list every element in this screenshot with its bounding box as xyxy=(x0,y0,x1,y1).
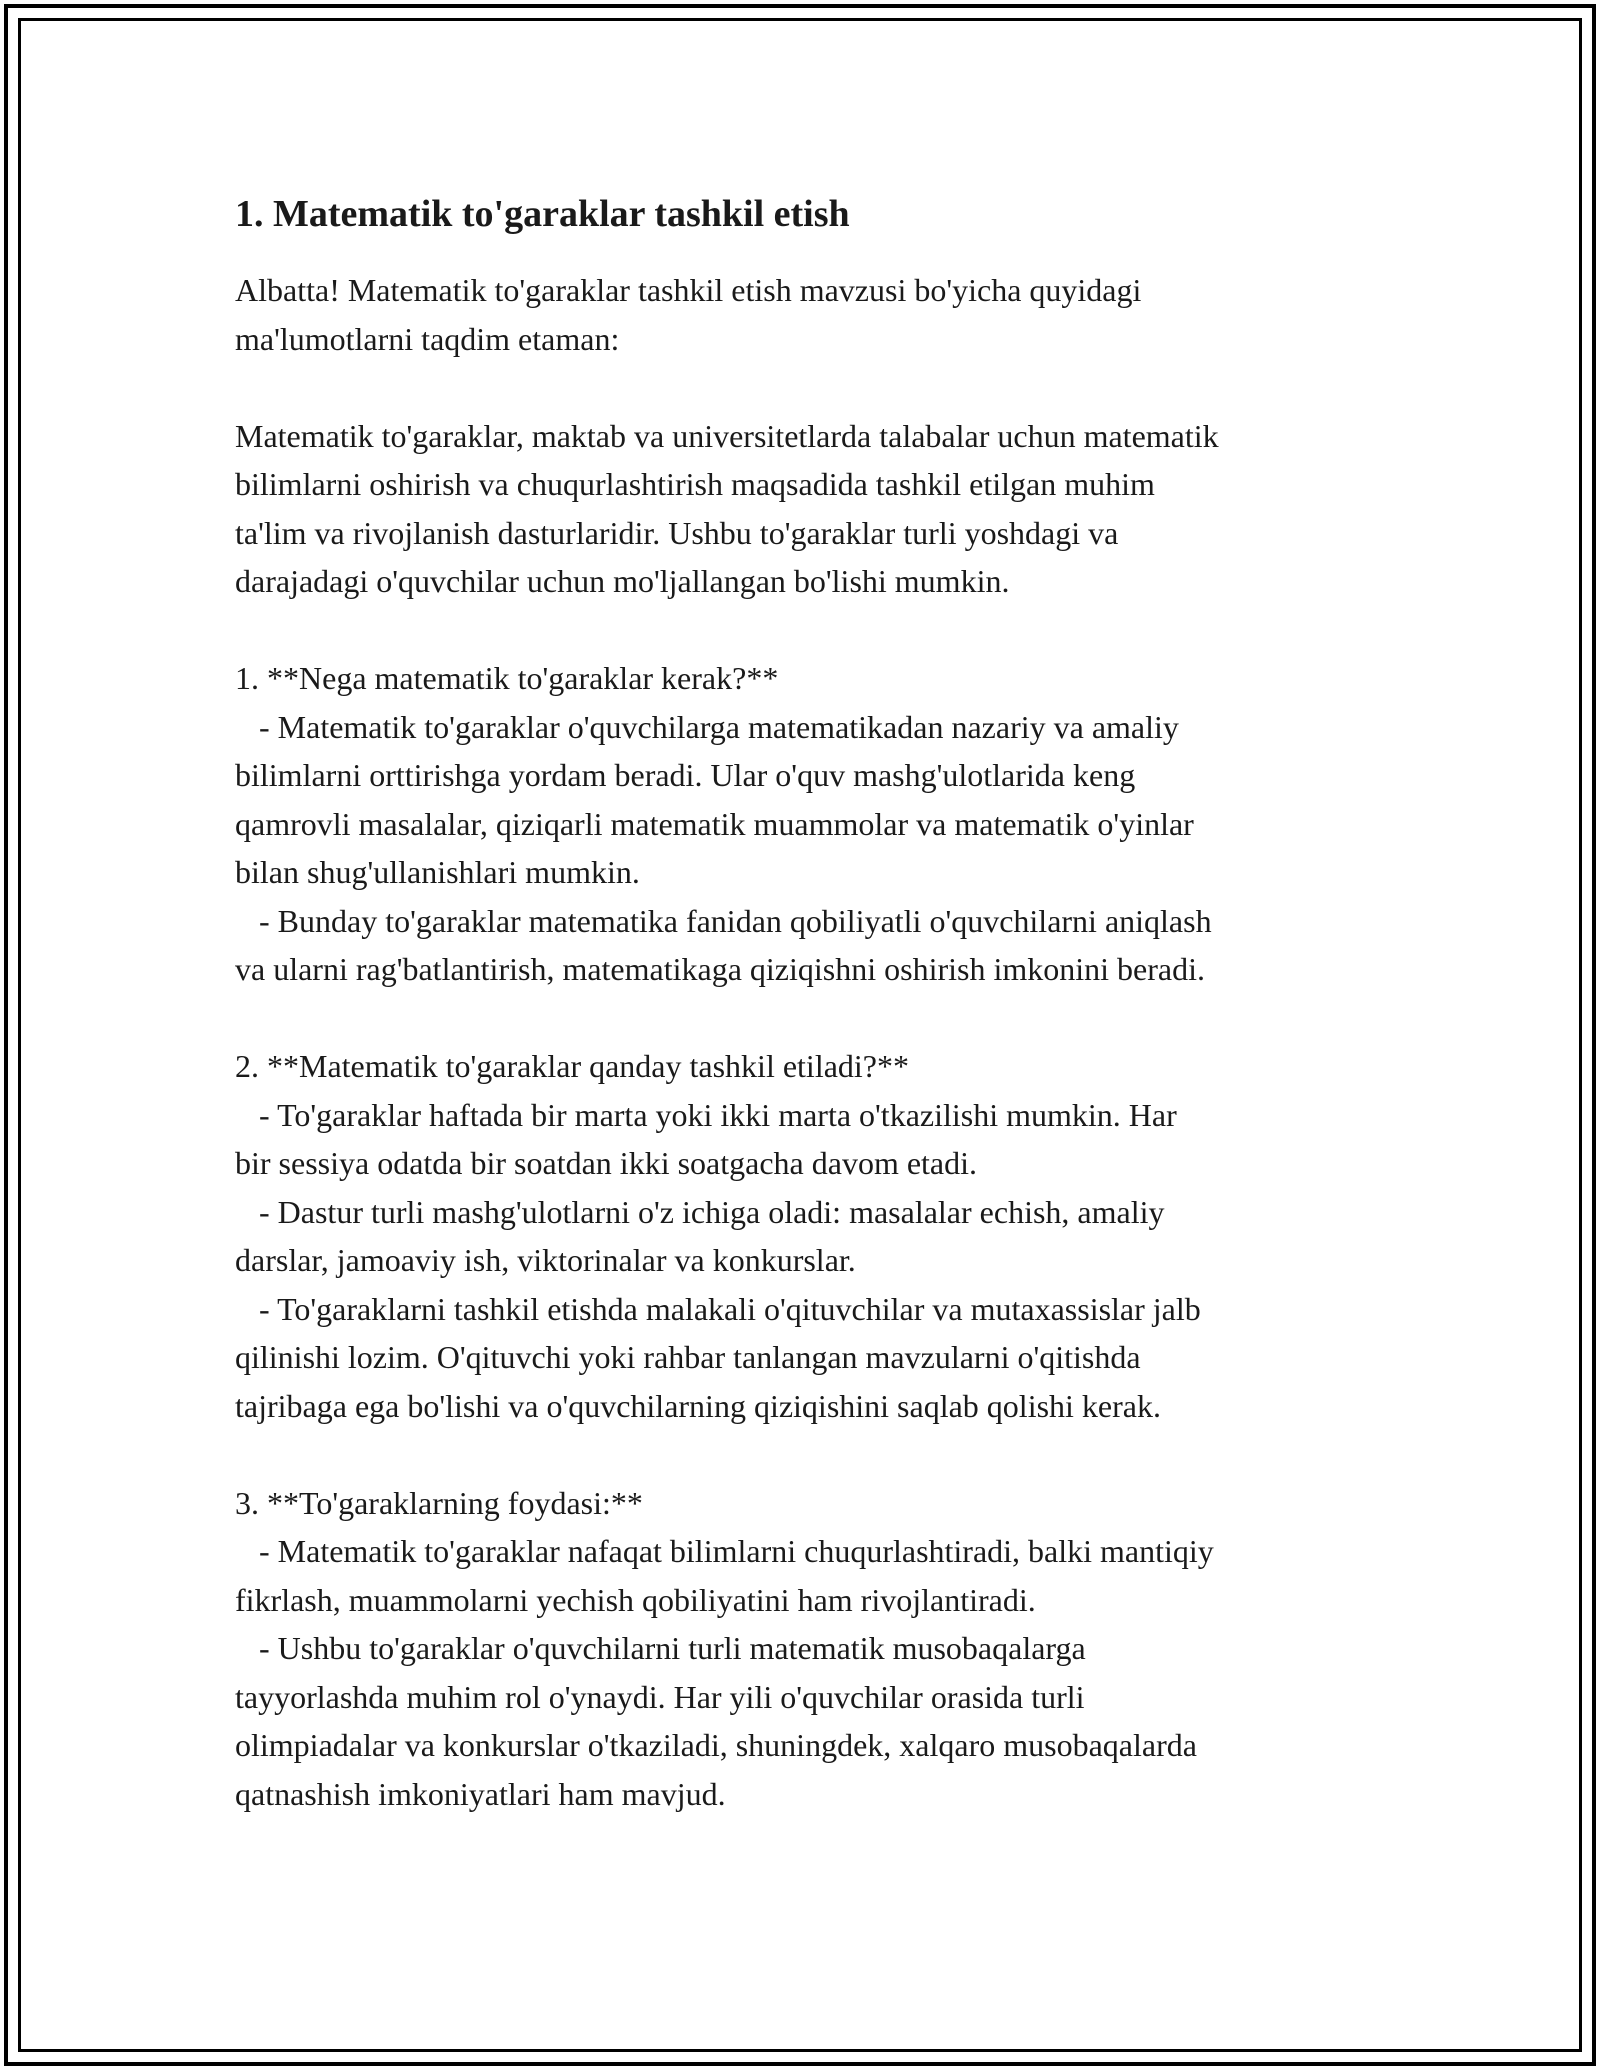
document-title: 1. Matematik to'garaklar tashkil etish xyxy=(235,193,850,235)
document-body: Albatta! Matematik to'garaklar tashkil etish mavzusi bo'yicha quyidagi ma'lumotlarni taqdim etaman: Matematik to'garaklar, maktab va universitetlarda talabalar uchun matematik bilimlarni oshirish va chuqurlashtirish maqsadida tashkil etilgan muhim ta'lim va rivojlanish dasturlaridir. Ushbu to'garaklar turli yoshdagi va darajadagi o'quvchilar uchun mo'ljallangan bo'lishi mumkin. 1. **Nega matematik to'garaklar kerak?** - Matematik to'garaklar o'quvchilarga matematikadan nazariy va amaliy bilimlarni orttirishga yordam beradi. Ular o'quv mashg'ulotlarida keng qamrovli masalalar, qiziqarli matematik muammolar va matematik o'yinlar bilan shug'ullanishlari mumkin. - Bunday to'garaklar matematika fanidan qobiliyatli o'quvchilarni aniqlash va ularni rag'batlantirish, matematikaga qiziqishni oshirish imkonini beradi. 2. **Matematik to'garaklar qanday tashkil etiladi?** - To'garaklar haftada bir marta yoki ikki marta o'tkazilishi mumkin. Har bir sessiya odatda bir soatdan ikki soatgacha davom etadi. - Dastur turli mashg'ulotlarni o'z ichiga oladi: masalalar echish, amaliy darslar, jamoaviy ish, viktorinalar va konkurslar. - To'garaklarni tashkil etishda malakali o'qituvchilar va mutaxassislar jalb qilinishi lozim. O'qituvchi yoki rahbar tanlangan mavzularni o'qitishda tajribaga ega bo'lishi va o'quvchilarning qiziqishini saqlab qolishi kerak. 3. **To'garaklarning foydasi:** - Matematik to'garaklar nafaqat bilimlarni chuqurlashtiradi, balki mantiqiy fikrlash, muammolarni yechish qobiliyatini ham rivojlantiradi. - Ushbu to'garaklar o'quvchilarni turli matematik musobaqalarga tayyorlashda muhim rol o'ynaydi. Har yili o'quvchilar orasida turli olimpiadalar va konkurslar o'tkaziladi, shuningdek, xalqaro musobaqalarda qatnashish imkoniyatlari ham mavjud. xyxy=(235,272,1219,1812)
document-content xyxy=(235,188,1375,1818)
